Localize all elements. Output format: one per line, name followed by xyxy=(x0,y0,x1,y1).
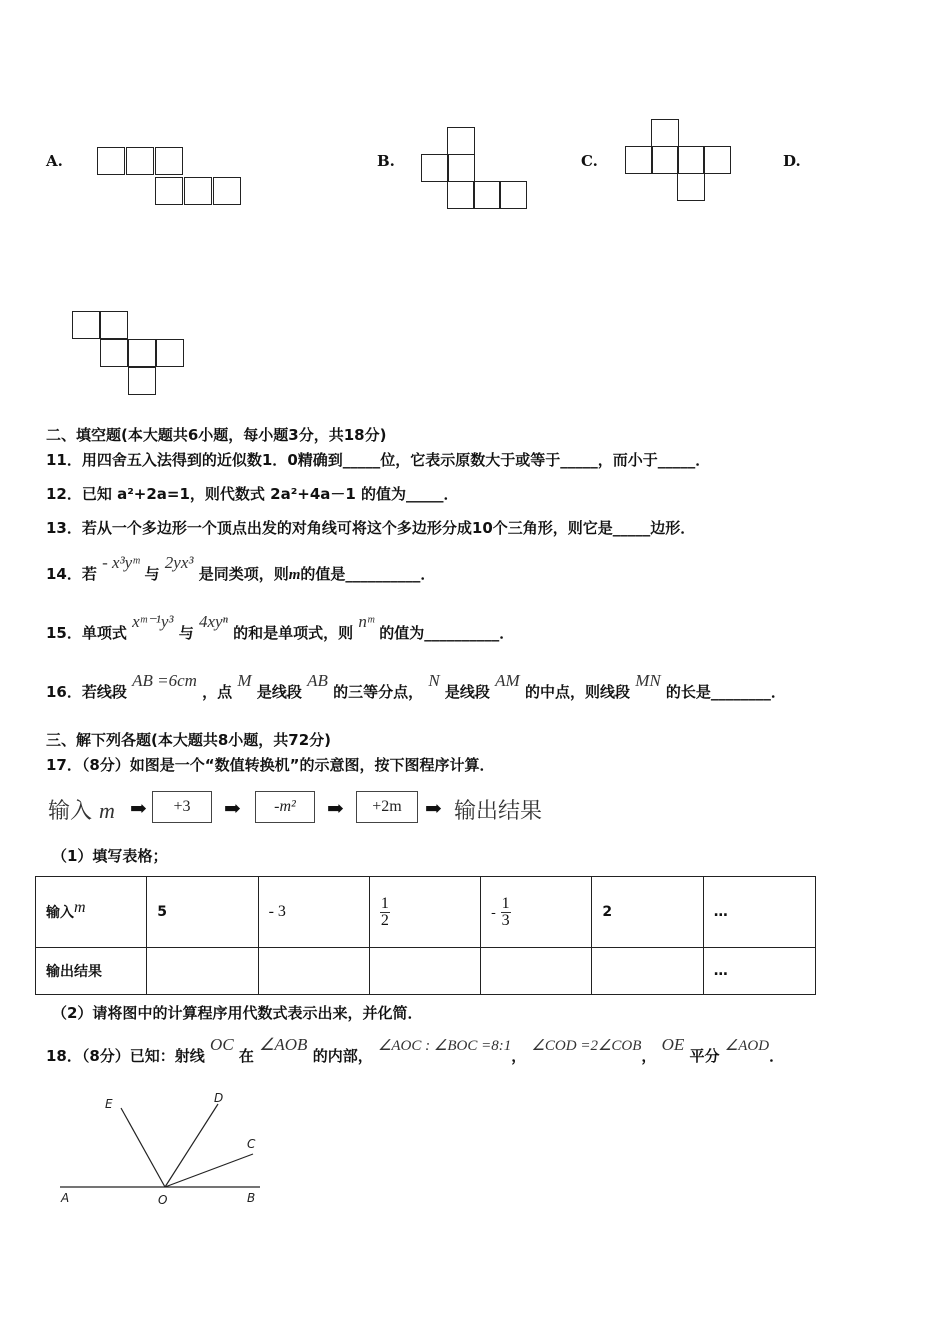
label-d: D xyxy=(214,1091,224,1105)
arrow-icon: ➡ xyxy=(130,796,147,820)
q15-term-2: 4xyⁿ xyxy=(198,612,228,631)
fraction-one-third: $\frac{1}{3}$ xyxy=(501,894,510,929)
section-3-heading: 三、解下列各题(本大题共8小题，共72分) xyxy=(46,731,332,749)
label-e: E xyxy=(105,1097,113,1111)
question-15: 15．单项式 xᵐ⁻¹y³ 与 4xyⁿ 的和是单项式，则 nᵐ 的值为__________． xyxy=(46,612,515,642)
table-cell: - 3 xyxy=(258,877,369,948)
table-cell[interactable] xyxy=(147,948,258,995)
q14-term-1: - x³yᵐ xyxy=(102,553,140,572)
label-o: O xyxy=(158,1193,168,1207)
q15-term-1: xᵐ⁻¹y³ xyxy=(132,612,174,631)
table-cell: - $\frac{1}{3}$ xyxy=(481,877,592,948)
q17-part-1: （1）填写表格； xyxy=(52,847,168,865)
arrow-icon: ➡ xyxy=(327,796,344,820)
q14-term-2: 2yx³ xyxy=(164,553,194,572)
q15-term-3: nᵐ xyxy=(358,612,374,631)
question-18: 18．（8分）已知：射线 OC 在 ∠AOB 的内部， ∠AOC : ∠BOC =8:1， ∠COD =2∠COB， OE 平分 ∠AOD． xyxy=(46,1035,785,1065)
fraction-one-half: $\frac{1}{2}$ xyxy=(380,894,389,929)
table-row-label: 输出结果 xyxy=(36,948,147,995)
angle-figure xyxy=(55,1088,270,1213)
table-row xyxy=(36,877,816,948)
option-b-label: B. xyxy=(377,152,395,170)
q17-part-2: （2）请将图中的计算程序用代数式表示出来，并化简． xyxy=(52,1004,423,1022)
ray-od xyxy=(165,1104,218,1187)
question-17: 17．（8分）如图是一个“数值转换机”的示意图，按下图程序计算． xyxy=(46,756,495,774)
machine-input-label: 输入 m xyxy=(48,798,115,824)
option-c-label: C. xyxy=(581,152,598,170)
q17-table xyxy=(35,876,816,995)
ray-oc xyxy=(165,1154,253,1187)
table-cell: 2 xyxy=(592,877,703,948)
table-cell: … xyxy=(703,948,815,995)
table-cell[interactable] xyxy=(481,948,592,995)
option-d-label: D. xyxy=(783,152,801,170)
label-b: B xyxy=(247,1191,256,1205)
question-13: 13．若从一个多边形一个顶点出发的对角线可将这个多边形分成10个三角形，则它是_____边形． xyxy=(46,519,696,537)
table-row-label: 输入m xyxy=(36,877,147,948)
machine-output-label: 输出结果 xyxy=(454,799,543,824)
question-11: 11．用四舍五入法得到的近似数1．0精确到_____位，它表示原数大于或等于_____，而小于_____． xyxy=(46,451,711,469)
label-c: C xyxy=(247,1137,256,1151)
question-14: 14．若 - x³yᵐ 与 2yx³ 是同类项，则m的值是__________． xyxy=(46,553,436,583)
label-a: A xyxy=(61,1191,70,1205)
machine-box-add-2m: +2m xyxy=(356,791,418,823)
arrow-icon: ➡ xyxy=(425,796,442,820)
table-cell[interactable] xyxy=(258,948,369,995)
table-cell: 5 xyxy=(147,877,258,948)
table-cell xyxy=(369,877,480,948)
section-2-heading: 二、填空题(本大题共6小题，每小题3分，共18分) xyxy=(46,426,387,444)
option-a-label: A. xyxy=(46,152,63,170)
table-row xyxy=(36,948,816,995)
arrow-icon: ➡ xyxy=(224,796,241,820)
table-cell: … xyxy=(703,877,815,948)
machine-box-minus-m2: -m² xyxy=(255,791,315,823)
table-cell[interactable] xyxy=(369,948,480,995)
ray-oe xyxy=(121,1108,165,1187)
question-12: 12．已知 a²+2a=1，则代数式 2a²+4a－1 的值为_____． xyxy=(46,485,459,503)
question-16: 16．若线段 AB =6cm ，点 M 是线段 AB 的三等分点， N 是线段 AM 的中点，则线段 MN 的长是________． xyxy=(46,671,786,701)
table-cell[interactable] xyxy=(592,948,703,995)
machine-box-add-3: +3 xyxy=(152,791,212,823)
